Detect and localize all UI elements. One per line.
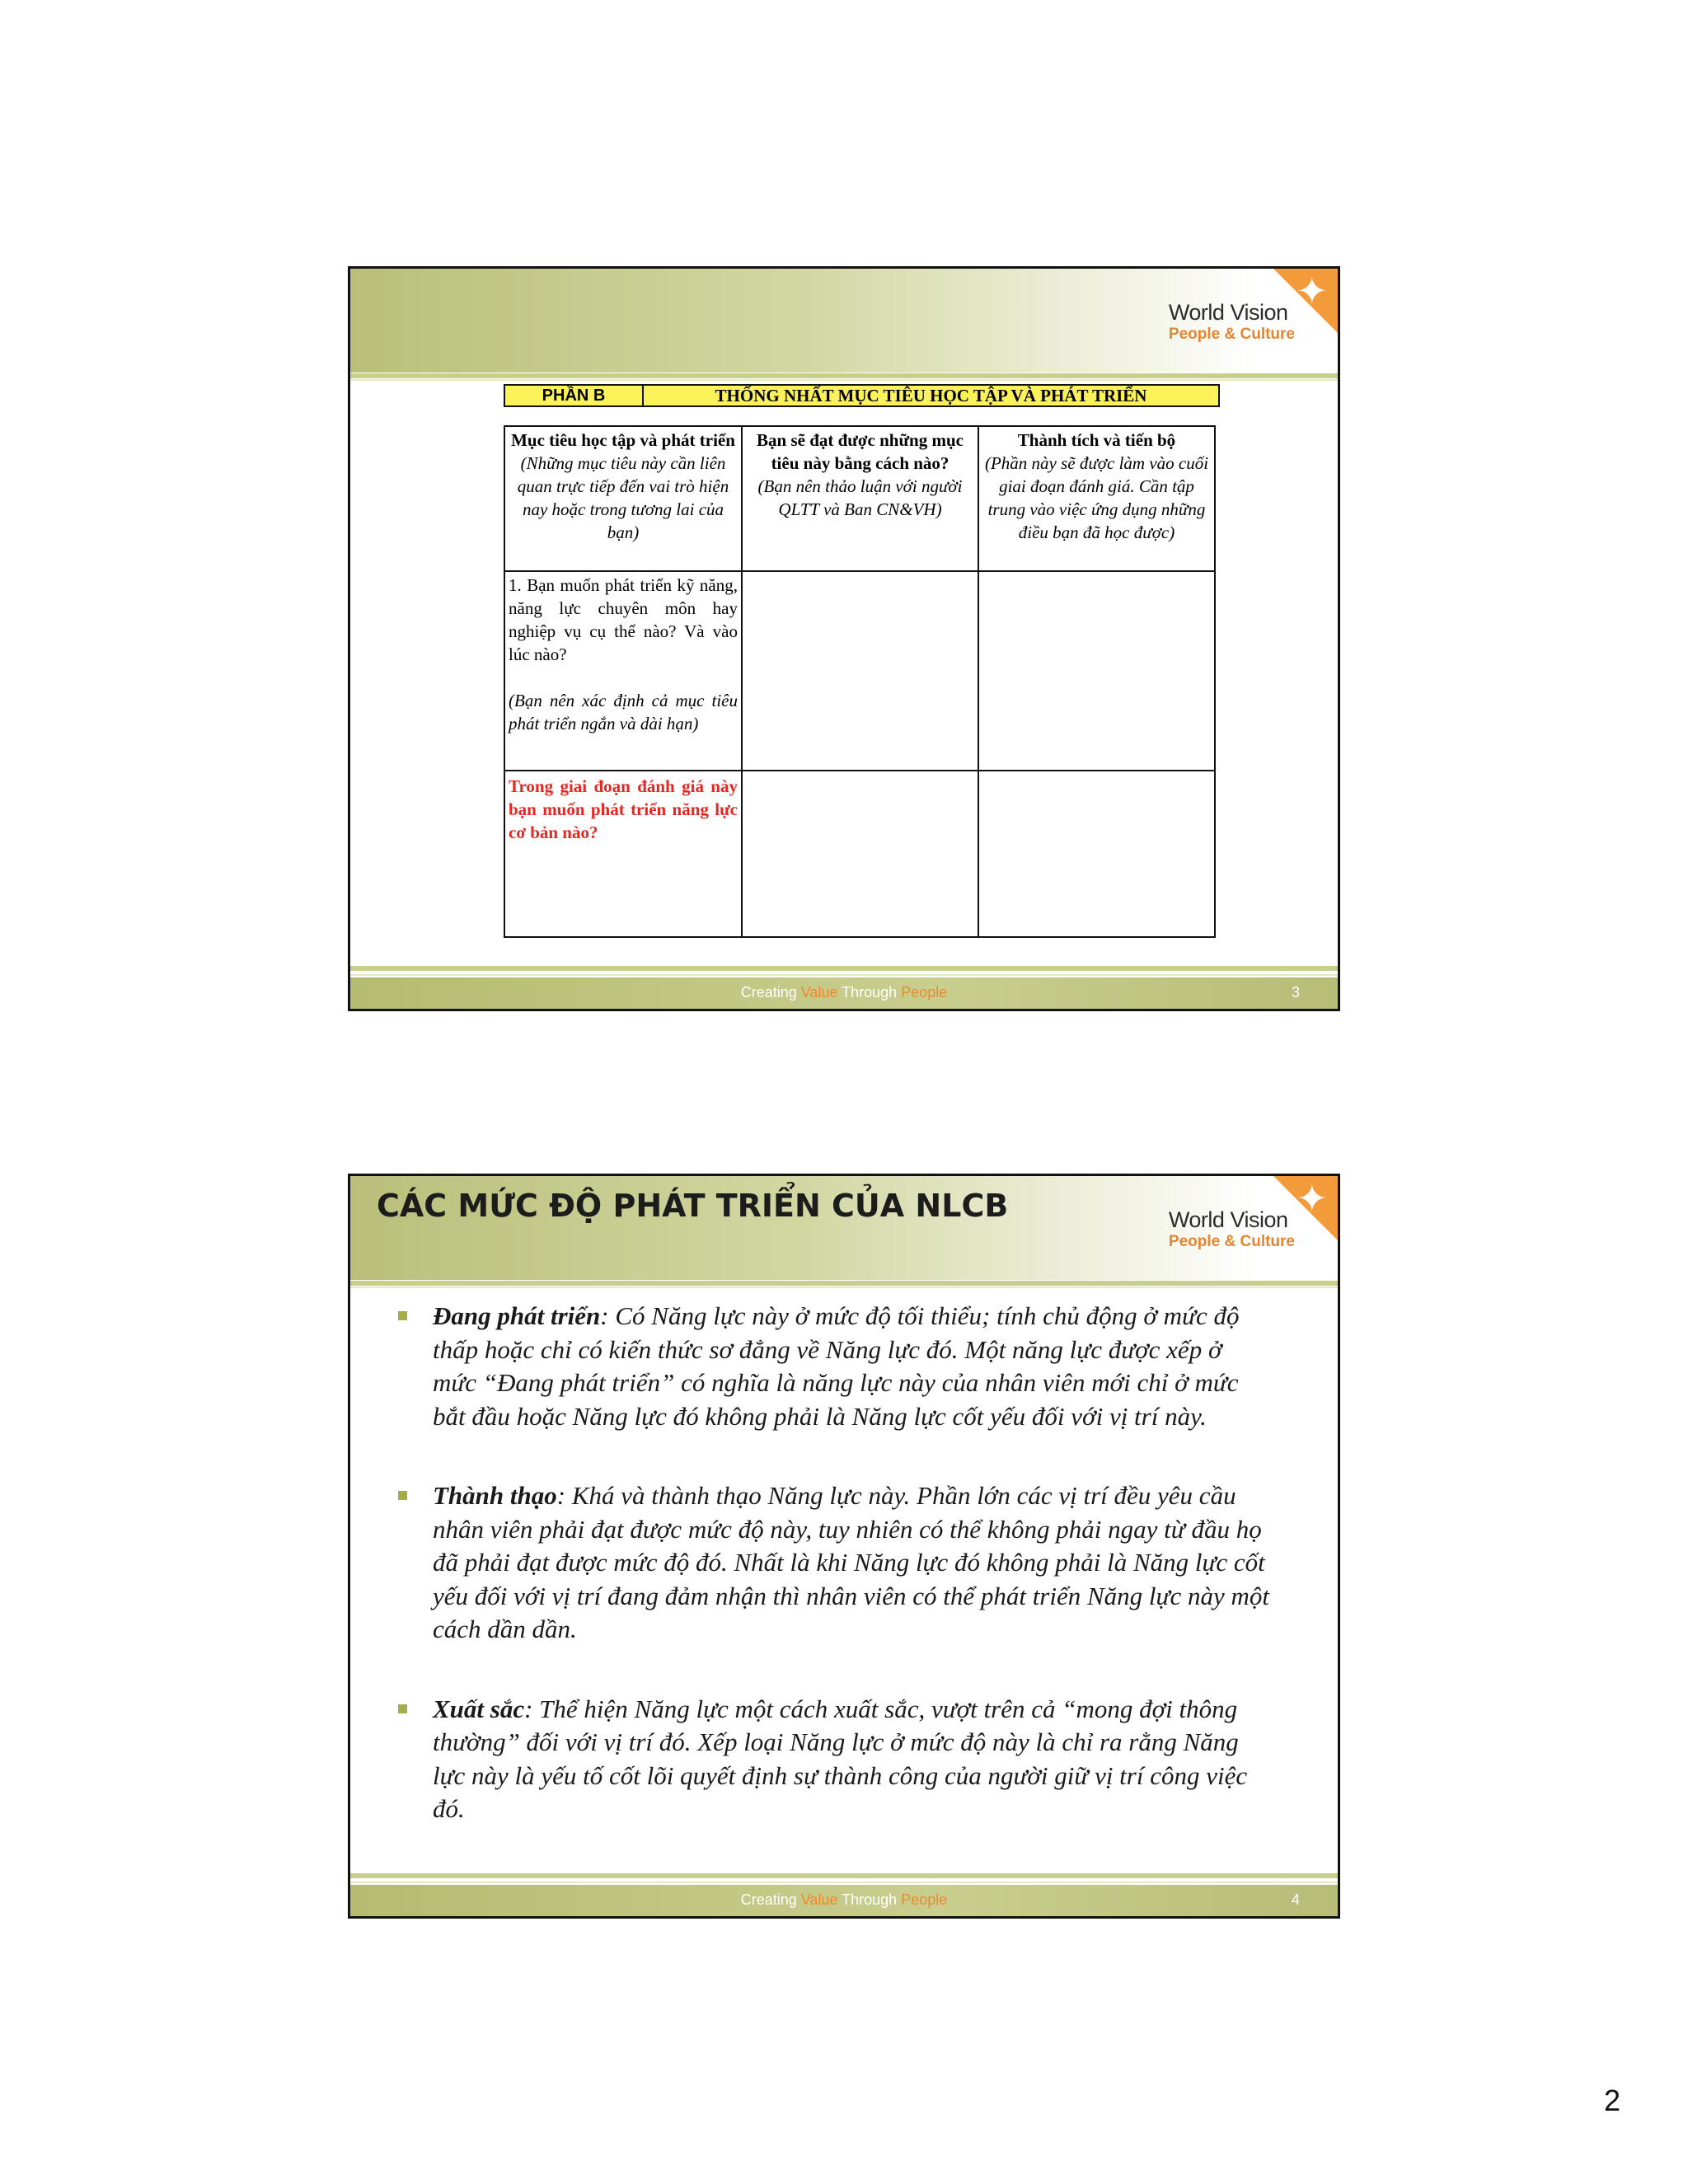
empty-cell xyxy=(742,571,978,771)
header-divider-thin xyxy=(350,379,1338,381)
tagline-part: Creating xyxy=(740,1891,801,1908)
level-term: Đang phát triển xyxy=(433,1301,601,1330)
header-cell xyxy=(742,426,978,571)
footer-tagline xyxy=(350,1891,1338,1909)
header-divider xyxy=(350,373,1338,378)
tagline-part: Creating xyxy=(740,984,801,1001)
header-title: Bạn sẽ đạt được những mục tiêu này bằng cách nào? xyxy=(757,430,964,473)
question-text: 1. Bạn muốn phát triển kỹ năng, năng lực chuyên môn hay nghiệp vụ cụ thể nào? Và vào lúc nào? xyxy=(509,575,738,664)
footer-tagline xyxy=(350,984,1338,1001)
header-cell xyxy=(978,426,1215,571)
world-vision-logo xyxy=(1169,1207,1295,1252)
page-number: 2 xyxy=(1603,2083,1620,2117)
footer-divider xyxy=(350,966,1338,971)
footer-divider xyxy=(350,1873,1338,1878)
bullet-square-icon xyxy=(398,1491,407,1500)
level-description: : Có Năng lực này ở mức độ tối thiểu; tính chủ động ở mức độ thấp hoặc chỉ có kiến thức sơ đẳng về Năng lực đó. Một năng lực được xếp ở mức “Đang phát triển” có nghĩa là năng lực này của nhân viên mới chỉ ở mức bắt đầu hoặc Năng lực đó không phải là Năng lực cốt yếu đối với vị trí này. xyxy=(433,1301,1240,1431)
header-cell xyxy=(504,426,742,571)
star-icon: ✦ xyxy=(1296,1176,1328,1221)
header-note: (Những mục tiêu này cần liên quan trực tiếp đến vai trò hiện nay hoặc trong tương lai của bạn) xyxy=(517,453,729,542)
bullet-square-icon xyxy=(398,1704,407,1713)
footer-divider-thin xyxy=(350,974,1338,976)
logo-subtitle: People & Culture xyxy=(1168,326,1295,343)
level-term: Thành thạo xyxy=(433,1481,557,1510)
part-title: THỐNG NHẤT MỤC TIÊU HỌC TẬP VÀ PHÁT TRIỂN xyxy=(715,386,1147,405)
logo-brand: World Vision xyxy=(1168,300,1288,325)
part-b-bar xyxy=(504,384,1220,407)
list-item xyxy=(396,1693,1270,1826)
bullet-square-icon xyxy=(398,1311,407,1320)
question-cell xyxy=(504,571,742,771)
level-term: Xuất sắc xyxy=(433,1694,525,1723)
logo-brand: World Vision xyxy=(1168,1207,1288,1232)
levels-list xyxy=(396,1300,1270,1872)
tagline-part: Through xyxy=(837,984,902,1001)
header-divider-thin xyxy=(350,1286,1338,1288)
part-label: PHẦN B xyxy=(505,386,644,405)
tagline-accent: People xyxy=(901,1891,948,1908)
tagline-accent: People xyxy=(901,984,948,1001)
slide-4 xyxy=(348,1174,1340,1919)
slide-number: 4 xyxy=(1291,1891,1300,1908)
empty-cell xyxy=(978,571,1215,771)
question-note: (Bạn nên xác định cả mục tiêu phát triển ngắn và dài hạn) xyxy=(509,691,738,733)
header-title: Thành tích và tiến bộ xyxy=(1017,430,1176,450)
star-icon: ✦ xyxy=(1296,269,1328,313)
slide-number: 3 xyxy=(1291,984,1300,1001)
list-item xyxy=(396,1479,1270,1647)
header-note: (Bạn nên thảo luận với người QLTT và Ban CN&VH) xyxy=(757,476,963,519)
header-note: (Phần này sẽ được làm vào cuối giai đoạn đánh giá. Cần tập trung vào việc ứng dụng những điều bạn đã học được) xyxy=(984,453,1209,542)
tagline-part: Through xyxy=(837,1891,902,1908)
slide-footer xyxy=(350,977,1338,1009)
level-description: : Thể hiện Năng lực một cách xuất sắc, vượt trên cả “mong đợi thông thường” đối với vị trí đó. Xếp loại Năng lực ở mức độ này là chỉ ra rằng Năng lực này là yếu tố cốt lõi quyết định sự thành công của người giữ vị trí công việc đó. xyxy=(433,1694,1248,1823)
level-description: : Khá và thành thạo Năng lực này. Phần lớn các vị trí đều yêu cầu nhân viên phải đạt được mức độ này, tuy nhiên có thể không phải ngay từ đầu họ đã phải đạt được mức độ đó. Nhất là khi Năng lực đó không phải là Năng lực cốt yếu đối với vị trí đang đảm nhận thì nhân viên có thể phát triển Năng lực này một cách dần dần. xyxy=(433,1481,1269,1643)
header-title: Mục tiêu học tập và phát triển xyxy=(511,430,735,450)
tagline-accent: Value xyxy=(800,1891,838,1908)
slide-3 xyxy=(348,266,1340,1011)
competency-question: Trong giai đoạn đánh giá này bạn muốn phát triển năng lực cơ bản nào? xyxy=(504,771,742,937)
logo-subtitle: People & Culture xyxy=(1168,1233,1295,1250)
empty-cell xyxy=(978,771,1215,937)
slide-footer xyxy=(350,1885,1338,1916)
table-header-row xyxy=(504,426,1215,571)
table-row xyxy=(504,571,1215,771)
header-divider xyxy=(350,1281,1338,1286)
footer-divider-thin xyxy=(350,1882,1338,1883)
slide-title: CÁC MỨC ĐỘ PHÁT TRIỂN CỦA NLCB xyxy=(377,1188,1009,1224)
learning-goals-table xyxy=(504,425,1216,938)
list-item xyxy=(396,1300,1270,1433)
tagline-accent: Value xyxy=(800,984,838,1001)
empty-cell xyxy=(742,771,978,937)
world-vision-logo xyxy=(1169,300,1295,344)
table-row xyxy=(504,771,1215,937)
